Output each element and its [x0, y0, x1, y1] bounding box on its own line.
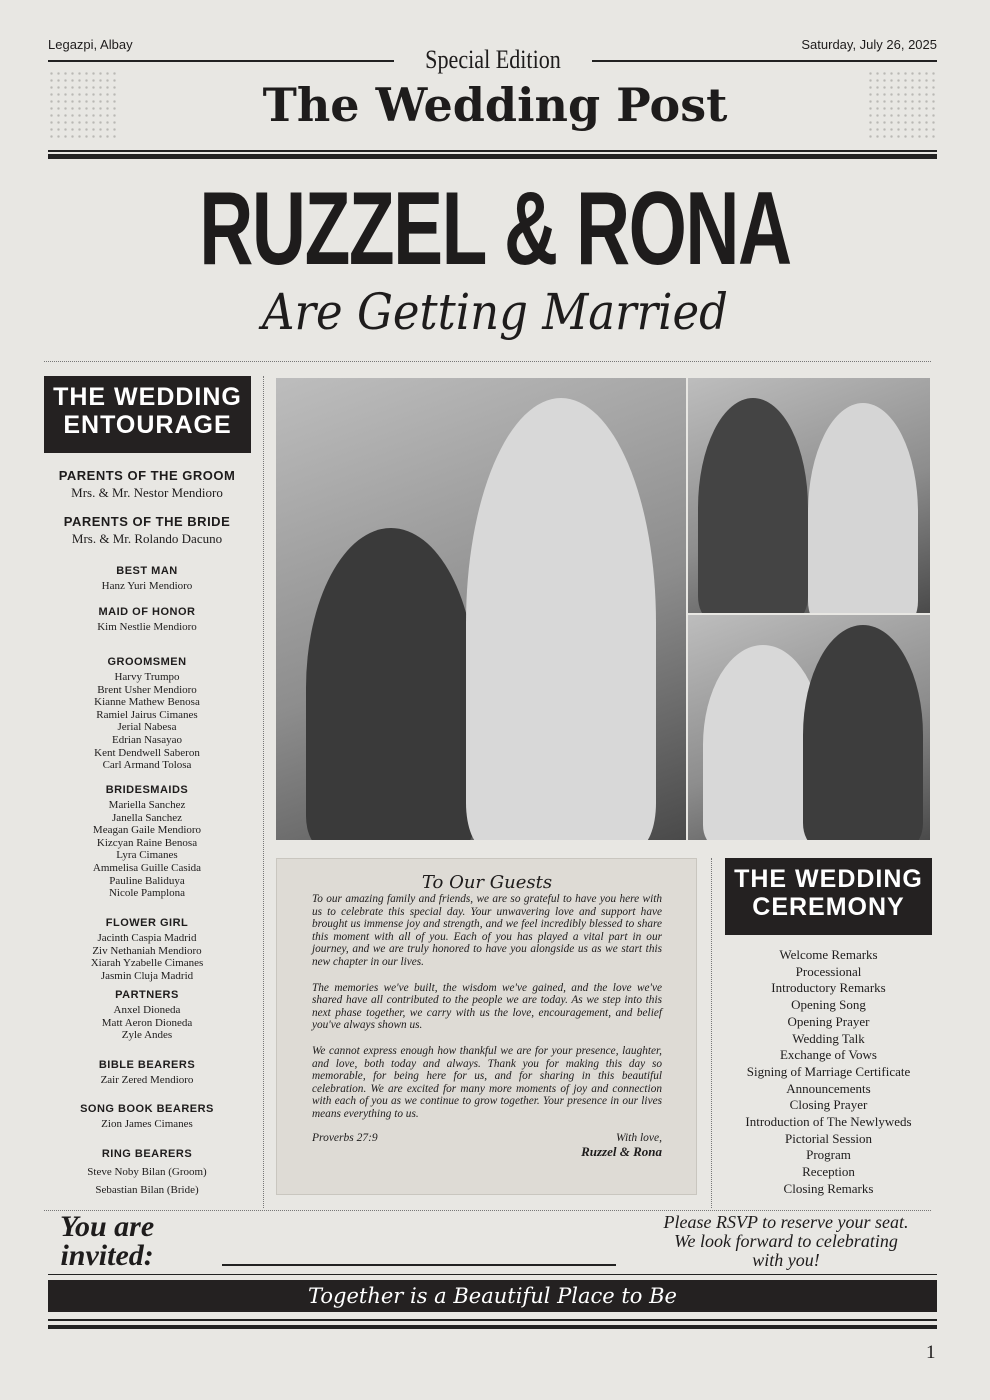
divider — [48, 1325, 937, 1329]
divider — [48, 150, 937, 152]
entourage-name: Mrs. & Mr. Nestor Mendioro — [71, 485, 223, 500]
entourage-name: Jacinth Caspia Madrid — [97, 932, 197, 944]
entourage-name: Sebastian Bilan (Bride) — [95, 1184, 199, 1196]
name-blank-line — [222, 1264, 616, 1266]
couple-photo-top — [688, 378, 930, 613]
ceremony-title — [725, 858, 932, 935]
entourage-name: Kent Dendwell Saberon — [94, 746, 200, 759]
couple-names: RUZZEL & RONA — [199, 171, 791, 287]
guest-letter — [276, 858, 697, 1195]
role-heading: PARENTS OF THE GROOM — [58, 468, 236, 483]
rsvp-note — [630, 1213, 942, 1270]
entourage-section — [44, 656, 250, 772]
entourage-name: Lyra Cimanes — [116, 849, 178, 862]
program-item: Announcements — [786, 1080, 871, 1096]
entourage-section — [44, 1103, 250, 1131]
rsvp-line: with you! — [752, 1250, 820, 1270]
role-heading: SONG BOOK BEARERS — [80, 1103, 214, 1115]
program-item: Introduction of The Newlyweds — [745, 1114, 912, 1130]
divider — [48, 1319, 937, 1321]
signature: Ruzzel & Rona — [581, 1143, 662, 1159]
program-item: Pictorial Session — [784, 1130, 873, 1146]
title-line: THE WEDDING — [53, 383, 242, 411]
divider — [592, 60, 937, 62]
entourage-name: Steve Noby Bilan (Groom) — [87, 1166, 207, 1178]
column-divider — [263, 376, 264, 1208]
entourage-name: Jasmin Cluja Madrid — [100, 969, 194, 982]
rsvp-line: Please RSVP to reserve your seat. — [663, 1212, 909, 1232]
location: Legazpi, Albay — [48, 37, 133, 52]
dot-pattern — [867, 70, 937, 140]
invited-label — [60, 1212, 154, 1270]
program-item: Closing Remarks — [783, 1180, 874, 1196]
entourage-name: Harvy Trumpo — [114, 671, 180, 683]
entourage-section — [44, 989, 250, 1042]
role-heading: BEST MAN — [116, 565, 178, 577]
role-heading: BIBLE BEARERS — [98, 1059, 196, 1071]
program-item: Wedding Talk — [792, 1030, 865, 1046]
program-item: Processional — [795, 963, 862, 979]
verse: Proverbs 27:9 — [312, 1131, 378, 1144]
closing: With love, — [616, 1131, 662, 1144]
rsvp-line: We look forward to celebrating — [674, 1231, 898, 1251]
entourage-section — [44, 917, 250, 982]
role-heading: PARTNERS — [115, 989, 179, 1001]
entourage-section — [44, 784, 250, 900]
program-item: Closing Prayer — [789, 1097, 868, 1113]
role-heading: RING BEARERS — [101, 1148, 193, 1160]
entourage-name: Kim Nestlie Mendioro — [97, 621, 197, 633]
headline-subtitle: Are Getting Married — [262, 283, 728, 341]
entourage-name: Janella Sanchez — [112, 811, 182, 824]
divider — [48, 154, 937, 159]
entourage-name: Mrs. & Mr. Rolando Dacuno — [71, 531, 223, 546]
program-item: Signing of Marriage Certificate — [746, 1063, 911, 1079]
program-item: Introductory Remarks — [771, 980, 886, 996]
program-item: Opening Prayer — [787, 1013, 870, 1029]
entourage-name: Zion James Cimanes — [101, 1118, 193, 1130]
program-item: Program — [806, 1147, 851, 1163]
entourage-name: Anxel Dioneda — [113, 1004, 181, 1016]
entourage-section — [44, 606, 250, 634]
entourage-name: Carl Armand Tolosa — [102, 759, 192, 772]
role-heading: MAID OF HONOR — [98, 606, 196, 618]
entourage-name: Matt Aeron Dioneda — [101, 1016, 193, 1029]
entourage-name: Pauline Baliduya — [109, 874, 185, 887]
invited-line: invited: — [60, 1239, 154, 1272]
letter-body — [312, 893, 662, 1121]
entourage-name: Kizcyan Raine Benosa — [96, 836, 198, 849]
entourage-name: Ziv Nethaniah Mendioro — [92, 944, 202, 957]
entourage-name: Ammelisa Guille Casida — [92, 861, 202, 874]
role-heading: FLOWER GIRL — [105, 917, 189, 929]
entourage-name: Kianne Mathew Benosa — [94, 696, 200, 709]
entourage-name: Edrian Nasayao — [112, 733, 182, 746]
divider — [44, 361, 931, 362]
date: Saturday, July 26, 2025 — [801, 37, 937, 52]
banner: Together is a Beautiful Place to Be — [48, 1280, 937, 1312]
entourage-section — [44, 468, 250, 501]
entourage-name: Hanz Yuri Mendioro — [101, 580, 193, 592]
column-divider — [711, 858, 712, 1208]
letter-paragraph: We cannot express enough how thankful we are for your presence, laughter, and love, both today and always. Thank you for making this day so memorable, for being here for us, and for sharing in this beautiful celebration. We are excited for many more moments of joy and connection with each of you as we continue to grow together. Your presence in our lives means everything to us. — [312, 1044, 662, 1120]
entourage-section — [44, 565, 250, 593]
entourage-title — [44, 376, 251, 453]
entourage-name: Brent Usher Mendioro — [97, 683, 197, 696]
ceremony-program — [725, 947, 932, 1198]
title-line: ENTOURAGE — [63, 410, 232, 439]
page-number: 1 — [926, 1342, 936, 1363]
role-heading: BRIDESMAIDS — [105, 784, 189, 796]
dot-pattern — [48, 70, 118, 140]
edition-label: Special Edition — [425, 45, 561, 74]
masthead: The Wedding Post — [262, 78, 728, 132]
letter-paragraph: To our amazing family and friends, we are so grateful to have you here with us to celebrate this special day. Your unwavering love and support have brought us immense joy and strength, and we feel incredibly blessed to share this moment with all of you. Each of you has played a vital part in our journey, and we are truly honored to have you alongside us as we start this new chapter in our lives. — [312, 893, 662, 968]
program-item: Reception — [802, 1164, 855, 1180]
divider — [44, 1210, 931, 1211]
title-line: CEREMONY — [752, 892, 905, 921]
divider — [48, 1274, 937, 1275]
letter-title: To Our Guests — [421, 872, 553, 893]
couple-photo-bottom — [688, 615, 930, 840]
program-item: Welcome Remarks — [779, 947, 878, 962]
entourage-name: Ramiel Jairus Cimanes — [96, 708, 198, 721]
entourage-section — [44, 514, 250, 547]
entourage-section — [44, 1059, 250, 1087]
entourage-name: Zair Zered Mendioro — [100, 1074, 194, 1086]
entourage-name: Mariella Sanchez — [108, 799, 186, 811]
program-item: Exchange of Vows — [779, 1047, 877, 1063]
entourage-name: Xiarah Yzabelle Cimanes — [90, 957, 204, 970]
couple-photo-main — [276, 378, 686, 840]
program-item: Opening Song — [791, 997, 866, 1013]
divider — [48, 60, 394, 62]
entourage-name: Jerial Nabesa — [117, 721, 177, 734]
role-heading: GROOMSMEN — [107, 656, 187, 668]
invited-line: You are — [60, 1210, 155, 1243]
entourage-name: Zyle Andes — [121, 1029, 173, 1042]
entourage-name: Meagan Gaile Mendioro — [92, 824, 202, 837]
entourage-section — [44, 1148, 250, 1199]
title-line: THE WEDDING — [734, 865, 923, 893]
letter-paragraph: The memories we've built, the wisdom we've gained, and the love we've shared have all contributed to the people we are today. As we step into this next phase together, we carry with us the love, encouragement, and belief you've always shown us. — [312, 981, 662, 1032]
entourage-name: Nicole Pamplona — [108, 887, 186, 900]
role-heading: PARENTS OF THE BRIDE — [63, 514, 231, 529]
